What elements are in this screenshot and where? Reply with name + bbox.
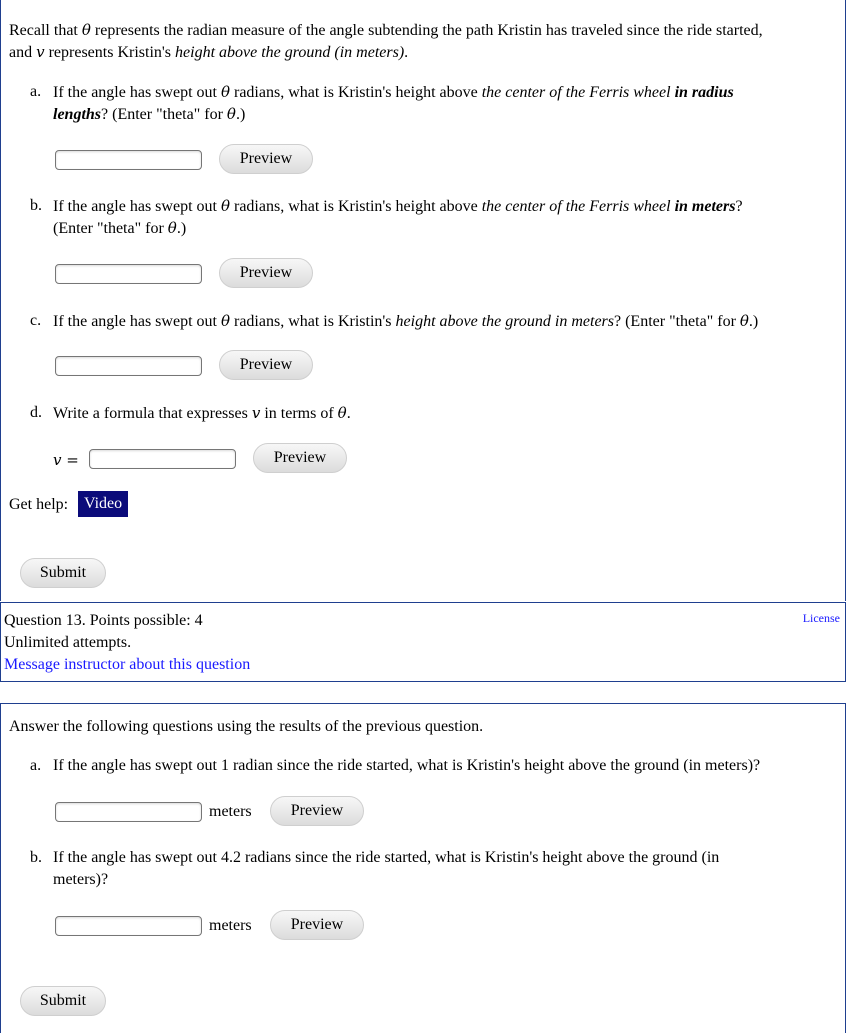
q13-part-b-answer-input[interactable] (55, 916, 202, 936)
q13-part-b-label: b. (30, 849, 42, 866)
q12-part-a-preview-button[interactable]: Preview (219, 144, 313, 174)
q13-part-a-text: If the angle has swept out 1 radian since the ride started, what is Kristin's height above the ground (in meters)? (53, 757, 761, 774)
attempts-text: Unlimited attempts. (4, 634, 132, 651)
message-instructor-link[interactable]: Message instructor about this question (4, 656, 251, 673)
question-13-info-panel (0, 602, 846, 682)
q13-submit-button[interactable]: Submit (20, 986, 106, 1016)
q13-part-a-units: meters (209, 803, 252, 820)
q12-part-a-text-line2: lengths? (Enter "theta" for θ.) (53, 105, 246, 123)
q12-part-b-text-line1: If the angle has swept out θ radians, what is Kristin's height above the center of the Ferris wheel in meters? (53, 197, 743, 215)
q13-part-a-answer-input[interactable] (55, 802, 202, 822)
q13-part-b-units: meters (209, 917, 252, 934)
q12-part-c-preview-button[interactable]: Preview (219, 350, 313, 380)
q12-part-c-answer-input[interactable] (55, 356, 202, 376)
q12-submit-button[interactable]: Submit (20, 558, 106, 588)
q13-part-a-preview-button[interactable]: Preview (270, 796, 364, 826)
q12-part-b-answer-input[interactable] (55, 264, 202, 284)
q12-part-d-preview-button[interactable]: Preview (253, 443, 347, 473)
question-13-panel (0, 703, 846, 1033)
q13-part-b-preview-button[interactable]: Preview (270, 910, 364, 940)
q12-part-b-preview-button[interactable]: Preview (219, 258, 313, 288)
q12-part-b-label: b. (30, 197, 42, 214)
video-help-button[interactable]: Video (78, 491, 128, 517)
q12-part-d-label: d. (30, 404, 42, 421)
q12-part-d-answer-input[interactable] (89, 449, 236, 469)
license-link[interactable]: License (802, 611, 840, 625)
q12-part-b-text-line2: (Enter "theta" for θ.) (53, 219, 187, 237)
q13-part-b-text-line2: meters)? (53, 871, 109, 888)
q12-part-a-text-line1: If the angle has swept out θ radians, what is Kristin's height above the center of the Ferris wheel in radius (53, 83, 734, 101)
q12-part-d-lhs: v = (53, 451, 79, 469)
q13-part-a-label: a. (30, 757, 42, 774)
q12-part-a-label: a. (30, 83, 42, 100)
q13-part-b-text-line1: If the angle has swept out 4.2 radians since the ride started, what is Kristin's height above the ground (in (53, 849, 720, 866)
q12-intro-line1: Recall that θ represents the radian measure of the angle subtending the path Kristin has traveled since the ride started, (9, 21, 763, 39)
q12-part-a-answer-input[interactable] (55, 150, 202, 170)
q12-part-d-text: Write a formula that expresses v in terms of θ. (53, 404, 351, 422)
q12-part-c-text: If the angle has swept out θ radians, what is Kristin's height above the ground in meters? (Enter "theta" for θ.) (53, 312, 759, 330)
q12-part-c-label: c. (30, 312, 42, 329)
q13-intro: Answer the following questions using the results of the previous question. (9, 718, 484, 735)
get-help-label: Get help: (9, 496, 69, 513)
question-13-title: Question 13. Points possible: 4 (4, 612, 203, 629)
q12-intro-line2: and v represents Kristin's height above the ground (in meters). (9, 43, 409, 61)
